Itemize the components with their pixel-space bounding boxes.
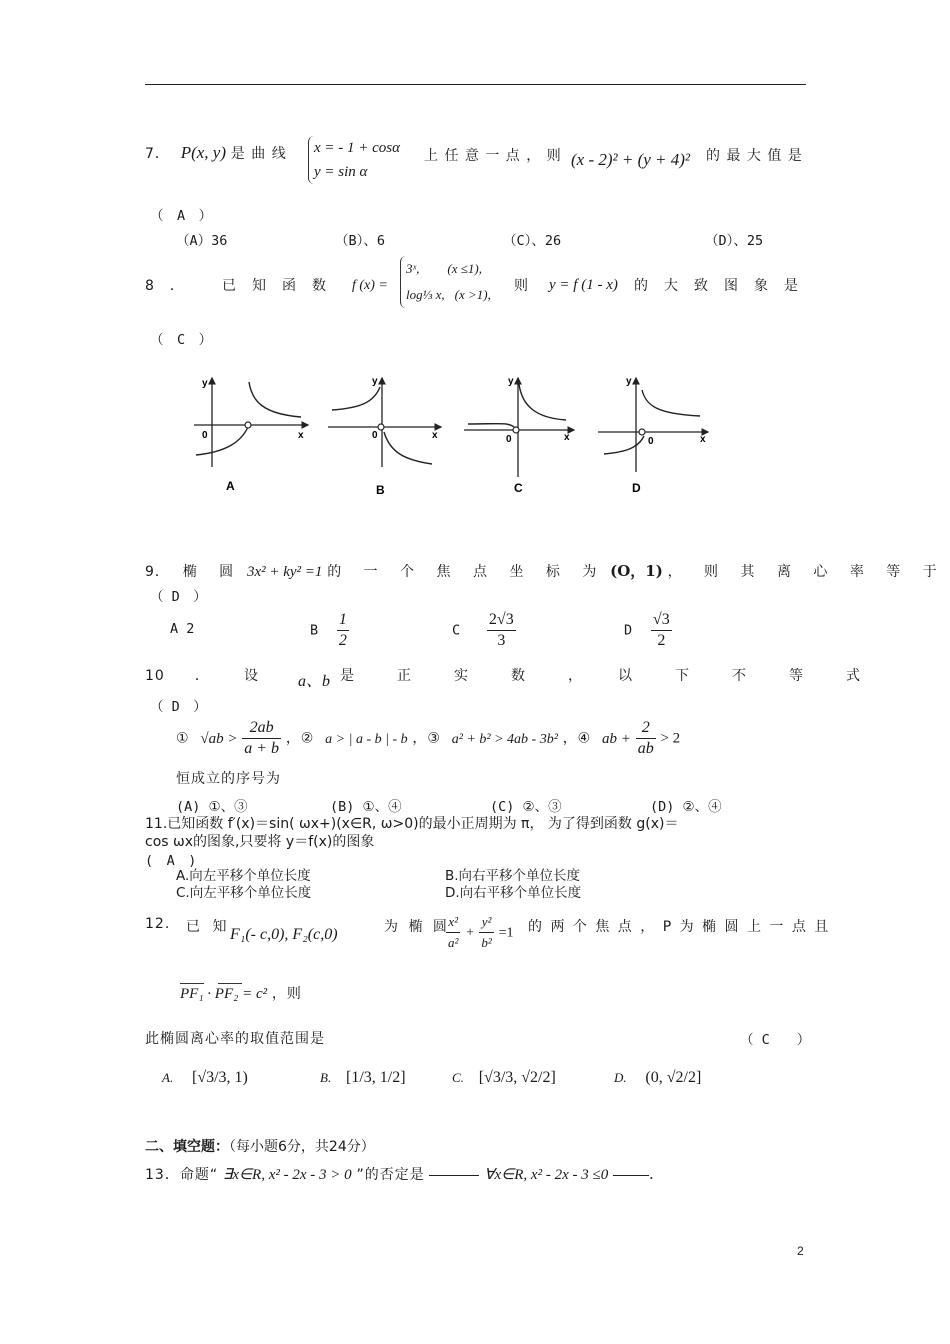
q12-then: ，则 [271, 986, 302, 1002]
graph-a-label: A [226, 479, 235, 493]
q8-graphs [186, 372, 736, 502]
q10-number: 10 ． [145, 668, 210, 684]
header-rule [145, 84, 806, 85]
q11-answer: ( A ) [145, 853, 197, 869]
q8-case2: log⅓ x, [406, 287, 445, 302]
q12-dot-product-line [180, 983, 302, 1003]
q10-choice-d: (D) ②、④ [650, 799, 722, 815]
q9-option-c-label: C [452, 622, 461, 639]
q10-i3-mark: ，③ [412, 730, 441, 747]
q13-proposition: ∃x∈R, x² - 2x - 3 > 0 [222, 1167, 352, 1183]
q8-case1: 3ˣ, [406, 261, 420, 276]
q12-option-d [614, 1068, 701, 1087]
q7-point: P(x, y) [180, 143, 227, 162]
q8-fx: f (x) = [352, 278, 388, 293]
q13-end: . [648, 1165, 654, 1183]
graph-c-x-label: x [564, 432, 570, 443]
q10-vars: a、b [298, 673, 331, 690]
q7-text1: 是 曲 线 [230, 146, 287, 162]
q10-choice-b: (B) ①、④ [330, 799, 402, 815]
q12-foci: F₁(- c,0), F₂(c,0) [230, 926, 338, 943]
q10-i4-num: 2 [636, 718, 656, 739]
q10-i4-rhs: > 2 [660, 730, 681, 747]
q9-text1: 椭 圆 [182, 564, 243, 580]
q12-opt-a: [√3/3, 1) [191, 1069, 248, 1086]
q11-option-b: B.向右平移个单位长度 [445, 868, 581, 884]
q7-answer: （ A ） [150, 208, 213, 224]
q12-number: 12. [145, 916, 171, 932]
q12-line3: 此椭圆离心率的取值范围是 [145, 1031, 325, 1047]
graph-c [464, 376, 574, 495]
q9-d-den: 2 [657, 632, 666, 649]
q12-option-b [320, 1068, 406, 1087]
q12-x-den: a² [448, 935, 459, 950]
question-13 [145, 1164, 654, 1184]
q10-text2: 是 正 实 数 ， 以 下 不 等 式 [340, 668, 865, 684]
q9-option-a: A 2 [170, 621, 195, 637]
q12-x-num: x² [446, 912, 460, 933]
q9-option-d [624, 610, 672, 651]
q12-option-a [162, 1068, 248, 1087]
q9-equation: 3x² + ky² =1 [246, 564, 323, 580]
q10-i4-lhs: ab + [602, 730, 631, 747]
q12-opt-a-label: A. [162, 1070, 174, 1085]
section-2-title: 二、填空题： [145, 1139, 229, 1155]
graph-a-x-label: x [298, 430, 304, 441]
q12-ellipse-eq: $\frac{\text{x²}}{\text{a²}}$ + $\frac{\text{y²}}{\text{b²}}$ =1 [446, 912, 514, 953]
section-2-note: （每小题6分，共24分） [229, 1139, 375, 1155]
q8-text2: 则 [514, 278, 529, 294]
q9-option-b [310, 610, 349, 651]
q12-answer: （ C ） [740, 1032, 811, 1048]
q12-opt-b: [1/3, 1/2] [345, 1069, 406, 1086]
q11-line2: cos ωx的图象,只要将 y＝f(x)的图象 [145, 834, 375, 850]
q10-choice-a: (A) ①、③ [176, 799, 248, 815]
q12-y-num: y² [479, 912, 493, 933]
q9-text2: 的 一 个 焦 点 坐 标 为 [327, 564, 606, 580]
q10-i1-lhs: √ab > [200, 730, 238, 747]
q10-i3: a² + b² > 4ab - 3b² [451, 731, 558, 747]
graph-d-y-label: y [626, 376, 632, 387]
q9-option-c [452, 610, 516, 651]
q7-eq1: x = - 1 + cosα [314, 140, 401, 156]
graph-a [194, 378, 308, 493]
q10-answer: （ D ） [150, 699, 207, 715]
q12-option-c [452, 1068, 556, 1087]
q12-y-den: b² [481, 935, 492, 950]
page-number: 2 [797, 1244, 804, 1258]
graph-c-y-label: y [508, 376, 514, 387]
q9-c-num: 2√3 [487, 610, 516, 631]
q10-i2: a > | a - b | - b [325, 731, 408, 747]
q8-piecewise [400, 256, 491, 308]
q10-i4-den: ab [637, 740, 654, 757]
q9-text3: ， 则 其 离 心 率 等 于 [667, 564, 946, 580]
q9-option-b-label: B [310, 622, 319, 639]
q7-choice-b: （B）、6 [335, 233, 386, 249]
q7-text3: 的 最 大 值 是 [706, 148, 803, 164]
q10-i2-mark: ，② [285, 730, 315, 747]
graph-a-origin: 0 [202, 430, 208, 441]
graph-d-label: D [632, 481, 641, 495]
q7-choice-c: （C）、26 [503, 233, 562, 249]
q12-text3: 的 两 个 焦 点 ， P 为 椭 圆 上 一 点 且 [528, 919, 831, 935]
q9-b-den: 2 [338, 632, 347, 649]
graph-b-y-label: y [372, 376, 378, 387]
q7-text2: 上 任 意 一 点 ， 则 [424, 148, 562, 164]
q10-i1-num: 2ab [242, 718, 281, 739]
q8-text1: 已 知 函 数 [222, 278, 327, 294]
graph-c-label: C [514, 481, 523, 495]
q12-dot-product: PF₁ · PF₂ = c² [180, 986, 268, 1002]
q10-i4-mark: ，④ [562, 730, 592, 747]
graph-b [328, 376, 441, 497]
question-7 [145, 143, 287, 163]
q12-opt-d: (0, √2/2] [645, 1069, 702, 1086]
graph-d-x-label: x [700, 434, 706, 445]
q8-cond2: (x >1), [454, 287, 491, 302]
q7-choice-d: （D）、25 [705, 233, 764, 249]
graph-d [598, 376, 708, 495]
q7-expression: (x - 2)² + (y + 4)² [571, 150, 691, 169]
q11-option-d: D.向右平移个单位长度 [445, 885, 582, 901]
graph-b-x-label: x [432, 430, 438, 441]
q12-opt-c: [√3/3, √2/2] [478, 1069, 556, 1086]
q12-opt-d-label: D. [614, 1070, 627, 1085]
q10-line3: 恒成立的序号为 [176, 771, 281, 787]
q12-text2: 为 椭 圆 [384, 919, 450, 935]
q7-number: 7． [145, 146, 170, 162]
q9-answer: （ D ） [150, 589, 207, 605]
q10-choice-c: (C) ②、③ [490, 799, 562, 815]
q12-text1: 已 知 [186, 919, 231, 935]
q9-d-num: √3 [651, 610, 672, 631]
q11-option-a: A.向左平移个单位长度 [176, 868, 311, 884]
q9-option-d-label: D [624, 622, 633, 639]
graph-d-origin: 0 [648, 436, 654, 447]
graph-b-origin: 0 [372, 430, 378, 441]
q8-cond1: (x ≤1), [447, 261, 482, 276]
q13-text2: ”的否定是 [356, 1167, 425, 1183]
q10-inequalities [176, 718, 680, 759]
q9-c-den: 3 [497, 632, 506, 649]
q8-number: 8 ． [145, 278, 185, 294]
graph-b-label: B [376, 483, 385, 497]
graph-c-origin: 0 [506, 434, 512, 445]
q10-i1-den: a + b [244, 740, 280, 757]
q13-answer: ∀x∈R, x² - 2x - 3 ≤0 [484, 1167, 609, 1183]
section-2-heading [145, 1136, 375, 1156]
q9-number: 9． [145, 564, 170, 580]
q7-choice-a: （A）36 [176, 233, 228, 249]
q8-answer: （ C ） [150, 332, 213, 348]
q10-text1: 设 [244, 668, 259, 684]
q7-curve-system [308, 136, 400, 184]
q7-eq2: y = sin α [314, 164, 368, 180]
q11-option-c: C.向左平移个单位长度 [176, 885, 312, 901]
q13-text1: 13．命题“ [145, 1167, 219, 1183]
q9-b-num: 1 [337, 610, 349, 631]
q8-expression: y = f (1 - x) [549, 277, 618, 293]
question-9 [145, 560, 946, 581]
q12-opt-b-label: B. [320, 1070, 332, 1085]
q12-opt-c-label: C. [452, 1070, 464, 1085]
q9-point: (O，1) [610, 562, 663, 580]
q11-line1: 11.已知函数 f′(x)＝sin( ωx+)(x∈R, ω>0)的最小正周期为 π， 为了得到函数 g(x)＝ [145, 816, 679, 832]
q12-eq-end: =1 [498, 925, 514, 941]
q10-i1-mark: ① [176, 730, 190, 747]
graph-a-y-label: y [202, 378, 208, 389]
q8-text3: 的 大 致 图 象 是 [634, 278, 799, 294]
